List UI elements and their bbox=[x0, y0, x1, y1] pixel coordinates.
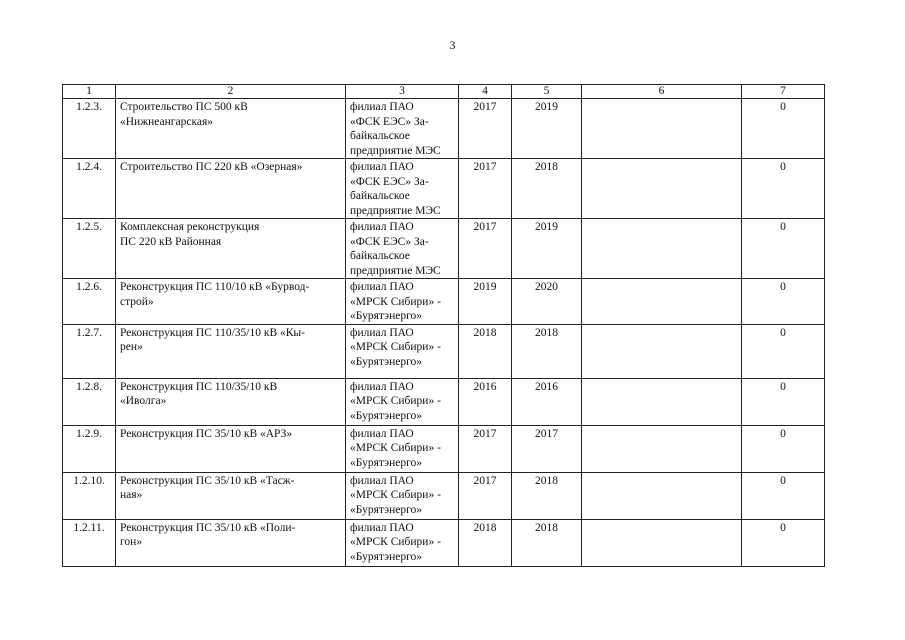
table-row bbox=[63, 99, 825, 159]
organization: филиал ПАО «МРСК Сибири» - «Бурятэнерго» bbox=[346, 425, 459, 472]
table-row bbox=[63, 378, 825, 425]
start-year: 2016 bbox=[459, 378, 512, 425]
end-year: 2018 bbox=[512, 519, 582, 566]
end-year: 2016 bbox=[512, 378, 582, 425]
project-name: Строительство ПС 220 кВ «Озерная» bbox=[116, 159, 346, 219]
table-row bbox=[63, 279, 825, 325]
column-header: 7 bbox=[742, 85, 825, 99]
column-header: 2 bbox=[116, 85, 346, 99]
column-7-value: 0 bbox=[742, 279, 825, 325]
project-name: Реконструкция ПС 35/10 кВ «АРЗ» bbox=[116, 425, 346, 472]
column-6-value bbox=[582, 279, 742, 325]
organization: филиал ПАО «МРСК Сибири» - «Бурятэнерго» bbox=[346, 472, 459, 519]
column-header: 6 bbox=[582, 85, 742, 99]
row-number: 1.2.4. bbox=[63, 159, 116, 219]
start-year: 2017 bbox=[459, 472, 512, 519]
projects-table bbox=[62, 84, 825, 567]
column-6-value bbox=[582, 472, 742, 519]
column-6-value bbox=[582, 425, 742, 472]
row-number: 1.2.10. bbox=[63, 472, 116, 519]
row-number: 1.2.3. bbox=[63, 99, 116, 159]
start-year: 2017 bbox=[459, 159, 512, 219]
start-year: 2019 bbox=[459, 279, 512, 325]
column-header: 3 bbox=[346, 85, 459, 99]
project-name: Реконструкция ПС 110/35/10 кВ «Иволга» bbox=[116, 378, 346, 425]
column-6-value bbox=[582, 99, 742, 159]
row-number: 1.2.8. bbox=[63, 378, 116, 425]
column-header: 5 bbox=[512, 85, 582, 99]
table-row bbox=[63, 472, 825, 519]
start-year: 2018 bbox=[459, 519, 512, 566]
column-7-value: 0 bbox=[742, 159, 825, 219]
project-name: Реконструкция ПС 35/10 кВ «Тасж- ная» bbox=[116, 472, 346, 519]
column-7-value: 0 bbox=[742, 472, 825, 519]
column-6-value bbox=[582, 219, 742, 279]
column-7-value: 0 bbox=[742, 519, 825, 566]
row-number: 1.2.9. bbox=[63, 425, 116, 472]
project-name: Реконструкция ПС 110/10 кВ «Бурвод- строй» bbox=[116, 279, 346, 325]
end-year: 2018 bbox=[512, 159, 582, 219]
organization: филиал ПАО «МРСК Сибири» - «Бурятэнерго» bbox=[346, 279, 459, 325]
header-row bbox=[63, 85, 825, 99]
column-7-value: 0 bbox=[742, 219, 825, 279]
row-number: 1.2.7. bbox=[63, 324, 116, 378]
start-year: 2017 bbox=[459, 219, 512, 279]
organization: филиал ПАО «МРСК Сибири» - «Бурятэнерго» bbox=[346, 324, 459, 378]
start-year: 2018 bbox=[459, 324, 512, 378]
column-7-value: 0 bbox=[742, 425, 825, 472]
table-row bbox=[63, 519, 825, 566]
column-6-value bbox=[582, 159, 742, 219]
organization: филиал ПАО «МРСК Сибири» - «Бурятэнерго» bbox=[346, 378, 459, 425]
column-6-value bbox=[582, 519, 742, 566]
column-header: 4 bbox=[459, 85, 512, 99]
organization: филиал ПАО «ФСК ЕЭС» За- байкальское предприятие МЭС bbox=[346, 159, 459, 219]
table-row bbox=[63, 425, 825, 472]
column-7-value: 0 bbox=[742, 324, 825, 378]
project-name: Реконструкция ПС 35/10 кВ «Поли- гон» bbox=[116, 519, 346, 566]
start-year: 2017 bbox=[459, 99, 512, 159]
project-name: Комплексная реконструкция ПС 220 кВ Районная bbox=[116, 219, 346, 279]
end-year: 2019 bbox=[512, 99, 582, 159]
page-number: 3 bbox=[449, 38, 456, 52]
table-body bbox=[63, 85, 825, 567]
row-number: 1.2.5. bbox=[63, 219, 116, 279]
table-row bbox=[63, 159, 825, 219]
column-7-value: 0 bbox=[742, 99, 825, 159]
organization: филиал ПАО «ФСК ЕЭС» За- байкальское предприятие МЭС bbox=[346, 99, 459, 159]
column-6-value bbox=[582, 324, 742, 378]
end-year: 2018 bbox=[512, 324, 582, 378]
end-year: 2018 bbox=[512, 472, 582, 519]
column-header: 1 bbox=[63, 85, 116, 99]
organization: филиал ПАО «ФСК ЕЭС» За- байкальское предприятие МЭС bbox=[346, 219, 459, 279]
end-year: 2017 bbox=[512, 425, 582, 472]
column-6-value bbox=[582, 378, 742, 425]
start-year: 2017 bbox=[459, 425, 512, 472]
organization: филиал ПАО «МРСК Сибири» - «Бурятэнерго» bbox=[346, 519, 459, 566]
end-year: 2020 bbox=[512, 279, 582, 325]
table-row bbox=[63, 219, 825, 279]
end-year: 2019 bbox=[512, 219, 582, 279]
column-7-value: 0 bbox=[742, 378, 825, 425]
row-number: 1.2.11. bbox=[63, 519, 116, 566]
project-name: Строительство ПС 500 кВ «Нижнеангарская» bbox=[116, 99, 346, 159]
project-name: Реконструкция ПС 110/35/10 кВ «Кы- рен» bbox=[116, 324, 346, 378]
table-row bbox=[63, 324, 825, 378]
row-number: 1.2.6. bbox=[63, 279, 116, 325]
